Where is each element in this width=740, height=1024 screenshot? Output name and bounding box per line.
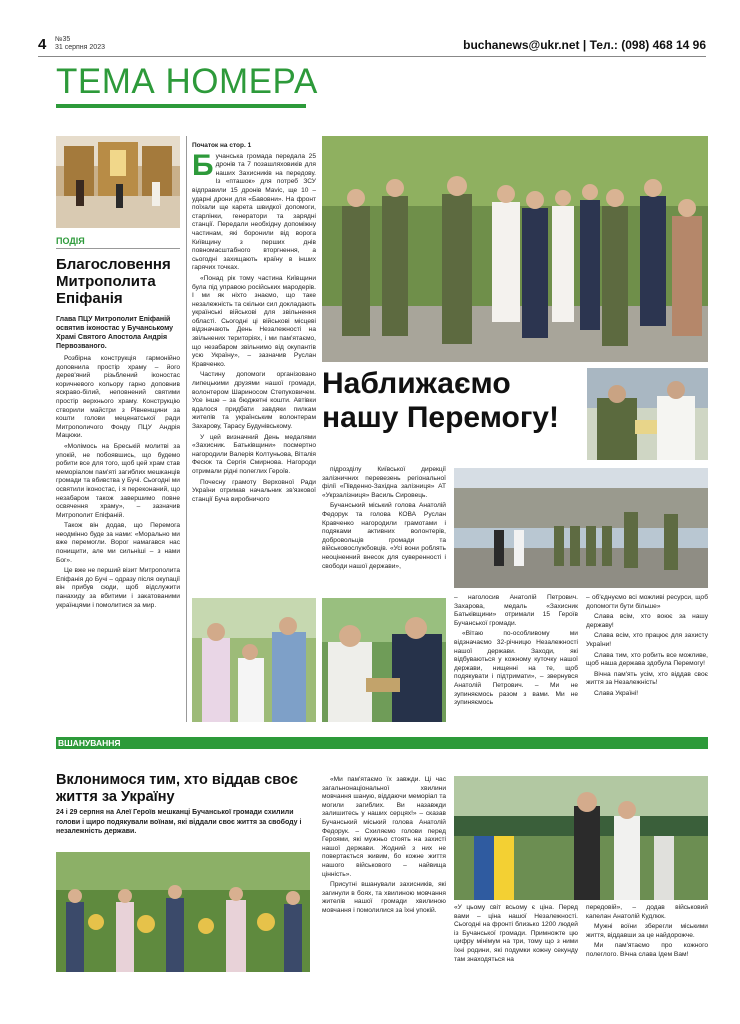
main-headline: Наближаємо нашу Перемогу! [322,367,559,434]
event-paragraph: «Молімось на Бреській молитві за упокій, не побоявшись, що будемо робити все для того, щоб цей храм став меморіалом пам'яті загиблих мешканців громади та вбивства у Бучі. Сьогодні ми освятили іконостас, і я переконаний, що незабаром також завершимо повне освячення храму», – зазначив Митрополит Епіфаній. [56,442,180,519]
issue-number: №35 [55,36,71,43]
main-column-1 [192,142,316,506]
event-tag: ПОДІЯ [56,236,85,246]
event-lead: Глава ПЦУ Митрополит Епіфаній освятив іконостас у Бучанському Храмі Святого Апостола Андрія Первозваного. [56,316,174,350]
event-tag-rule [56,248,180,249]
main-paragraph: У цей визначний День медалями «Захисник. Батьківщини» посмертно нагородили Валерія Колтуньова, Віталія Фесюк та Сергія Смирнова. Нагороди отримали рідні полеглих Героїв. [192,433,316,475]
main-paragraph: Слава всім, хто працює для захисту України! [586,632,708,648]
main-paragraph: підрозділу Київської дирекції залізничних перевезень регіональної філії «Південно-Західна залізниця» АТ «Укрзалізниця» Василь Сировець. [322,466,446,499]
drop-cap: Б [192,148,214,182]
main-paragraph: – наголосив Анатолій Петрович. Захарова, медаль «Захисник Батьківщини» отримали 15 Героїв Бучанської громади. [454,594,578,627]
event-headline: Благословення Митрополита Епіфанія [56,256,171,307]
main-paragraph: Слава Україні! [594,689,639,697]
contact-info: buchanews@ukr.net | Тел.: (098) 468 14 96 [463,38,706,52]
tribute-paragraph: Ми пам'ятаємо про кожного полеглого. Вічна слава Ідем Вам! [586,942,708,958]
award-photo [587,368,708,460]
issue-date: 31 серпня 2023 [55,44,105,51]
memorial-prayer-photo [454,776,708,900]
tribute-column-3 [586,904,708,962]
main-column-4 [586,594,708,701]
main-paragraph: Почесну грамоту Верховної Ради України отримав начальник зв'язкової станції Буча виробничого [192,478,316,503]
event-paragraph: Розбірна конструкція гармонійно доповнила простір храму – його дерев'яний різьблений іконостас коричневого кольору гарно доповнив яскраво-білий, неповнений святими простір верхнього храму. Конструкцію створили майстри з Рівненщини за кошти голови меценатської ради Митрополичого Фонду ПЦУ Андрія Мацюки. [56,355,180,440]
main-column-3 [454,594,578,710]
tribute-paragraph: передовій», – додав військовий капелан Анатолій Кудлюк. [586,904,708,920]
column-divider [186,136,187,722]
tribute-tag: ВШАНУВАННЯ [58,738,121,748]
main-paragraph: «Вітаю по-особливому ми відзначаємо 32-річницю Незалежності нашої держави. Заходи, які відбуваються у кожному куточку нашої держави, нищенні на те, щоб подякувати і підтримати», – звернувся Анатолій Петрович. – Ми не зупиняємось разом з вами. Ми не зупиняємось [454,630,578,707]
main-paragraph: Бучанський міський голова Анатолій Федорук та голова КОВА Руслан Кравченко нагородили грамотами і подяками активних волонтерів, добровольців громади та військовослужбовців. «Усі вони роблять неоціненний внесок для суверенності і свободи нашої держави», [322,502,446,570]
issue-info [55,36,105,52]
tribute-paragraph: Мужні воїни зберегли міськими життя, віддавши за це найдорожче. [586,923,708,939]
continued-note: Початок на стор. 1 [192,142,252,149]
tribute-lead: 24 і 29 серпня на Алеї Героїв мешканці Бучанської громади схилили голови і щиро подякували воїнам, які віддали своє життя за свободу і незалежність держави. [56,809,302,835]
event-body [56,355,180,610]
main-paragraph: – об'єднуємо всі можливі ресурси, щоб допомогти бути більше» [586,594,708,610]
officials-anthem-photo [322,136,708,362]
section-title-underline [56,104,306,108]
tribute-paragraph: «Ми пам'ятаємо їх завжди. Ці час загальнонаціональної хвилини мовчання шаную, віддаючи меморіал та могили загиблих. Ви назавжди залишитесь у наших серцях!» – сказав Бучанський міський голова Анатолій Федорук. – Схиляємо голови перед Героями, які мужньо стоять на захисті нашої держави. Жодний з них не повертається живим, бо кожне життя нашого військового – найвища цінність». [322,776,446,878]
tribute-paragraph: Присутні вшанували захисників, які загинули в боях, та хвилиною мовчання жителів нашої громади хвилиною мовчання і помолилися за їхні упокій. [322,881,446,914]
tribute-column-1 [322,776,446,918]
children-flowers-photo [192,598,316,722]
event-paragraph: Це вже не перший візит Митрополита Епіфанія до Бучі – одразу після окупації він прибув сюди, щоб відслужити панахиду за вбитими і закатованими українцями і помолитися за мир. [56,567,180,609]
page-header [38,36,706,56]
main-column-2 [322,466,446,573]
main-paragraph: «Понад рік тому частина Київщини була під управою російських мародерів. І ми як ніхто знаємо, що таке незалежність та скільки сил докладають українські військові для звільнення області. Сьогодні ці військові місцеві відзначають День Незалежності на звільнених територіях, і ми пам'ятаємо, що незабаром звільнимо від окупантів усю Україну», – зазначив Руслан Кравченко. [192,274,316,368]
header-divider [38,56,706,57]
event-paragraph: Також він додав, що Перемога неодмінно буде за нами: «Морально ми вже перемогли. Ворог намагався нас понищити, але ми сильніші – з нами Бог». [56,522,180,564]
main-paragraph: Слава всім, хто воює за нашу державу! [586,613,708,629]
main-paragraph: учанська громада передала 25 дронів та 7 позашляховиків для наших Захисників на передову. Із «пташок» для потреб ЗСУ відправили 15 дронів Mavic, ще 10 – ударні дрони для «Бавовни». На фронт поїхали ще карета швидкої допомоги, старлінки, генератори та зарядні станції. Передали необхідну допоміжну частинам, які боронили від ворога Київщину з перших днів повномасштабного вторгнення, а сьогодні захищають країну в інших гарячих точках. [192,152,316,272]
handshake-award-photo [322,598,446,722]
church-photo [56,136,180,228]
tribute-paragraph: «У цьому світ всьому є ціна. Перед вами – ціна нашої Незалежності. Сьогодні на фронті близько 1200 людей із Бучанської громади. Примножте цю цифру мінімум на три, тому що з ними їхні родини, які подумки кожну секунду там знаходяться на [454,904,578,963]
section-title: ТЕМА НОМЕРА [56,62,318,101]
ceremony-formation-photo [454,468,708,588]
tribute-section-band [56,737,708,749]
tribute-headline: Вклонимося тим, хто віддав своє життя за Україну [56,772,298,805]
tribute-column-2 [454,904,578,966]
main-paragraph: Вічна пам'ять усім, хто віддав своє життя за Незалежність! [586,670,708,687]
page-number: 4 [38,36,47,53]
event-article [56,256,180,612]
main-paragraph: Слава тим, хто робить все можливе, щоб наша держава здобула Перемогу! [586,651,708,668]
memorial-crowd-photo [56,852,310,972]
main-paragraph: Частину допомоги організовано липецькими друзями нашої громади, волонтером Шариносом Степуковичем. Усе інше – за бюджетні кошти. Автівки вдалося придбати завдяки пилкам жителів та українським волонтерам Захарову, Тарасу Будунівському. [192,371,316,430]
